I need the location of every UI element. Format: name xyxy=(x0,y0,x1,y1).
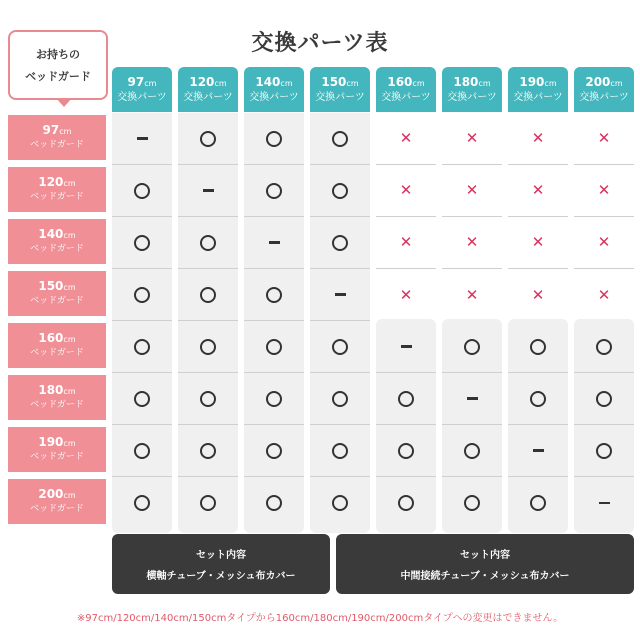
table-cell xyxy=(244,269,304,321)
column-size-unit: cm xyxy=(144,78,157,88)
page-title: 交換パーツ表 xyxy=(251,31,389,56)
table-cell xyxy=(376,477,436,529)
row-size xyxy=(8,227,106,243)
set-contents-box-wide xyxy=(336,534,634,594)
column-kind: 交換パーツ xyxy=(513,91,563,103)
table-cell xyxy=(244,425,304,477)
row-size-value: 120 xyxy=(38,175,64,189)
table-cell xyxy=(376,373,436,425)
table-cell xyxy=(508,217,568,269)
compatible-circle-icon xyxy=(266,183,282,199)
incompatible-cross-icon: ✕ xyxy=(465,181,479,199)
table-cell xyxy=(310,113,370,165)
column-kind: 交換パーツ xyxy=(249,91,299,103)
table-cell xyxy=(178,217,238,269)
row-size-unit: cm xyxy=(63,491,76,500)
owned-label-line1: お持ちの xyxy=(36,48,80,61)
column-header-97 xyxy=(112,67,172,112)
row-size-value: 200 xyxy=(38,487,64,501)
table-cell xyxy=(244,165,304,217)
row-size-unit: cm xyxy=(63,387,76,396)
column-header-160 xyxy=(376,67,436,112)
compatible-circle-icon xyxy=(332,495,348,511)
compatible-circle-icon xyxy=(266,443,282,459)
table-cell xyxy=(112,165,172,217)
compatible-circle-icon xyxy=(134,235,150,251)
column-size xyxy=(574,75,634,91)
incompatible-cross-icon: ✕ xyxy=(597,285,611,304)
compatible-circle-icon xyxy=(332,131,348,147)
table-cell xyxy=(442,269,502,321)
compatible-circle-icon xyxy=(200,391,216,407)
compatible-circle-icon xyxy=(398,391,414,407)
table-cell xyxy=(310,165,370,217)
compatible-circle-icon xyxy=(596,339,612,355)
incompatible-cross-icon: ✕ xyxy=(465,129,479,147)
compatible-circle-icon xyxy=(200,339,216,355)
same-size-dash-icon xyxy=(533,449,544,452)
compatible-circle-icon xyxy=(332,443,348,459)
table-cell xyxy=(508,269,568,321)
column-size-value: 200 xyxy=(585,74,611,89)
column-kind: 交換パーツ xyxy=(315,91,365,103)
compatible-circle-icon xyxy=(200,443,216,459)
table-cell xyxy=(178,113,238,165)
row-size-value: 97 xyxy=(42,123,60,137)
row-size-value: 140 xyxy=(38,227,64,241)
table-cell xyxy=(178,373,238,425)
table-cell xyxy=(442,165,502,217)
compatible-circle-icon xyxy=(530,339,546,355)
footnote: ※97cm/120cm/140cm/150cmタイプから160cm/180cm/190cm/200cmタイプへの変更はできません。 xyxy=(76,613,564,624)
row-kind: ベッドガード xyxy=(30,504,84,514)
column-kind: 交換パーツ xyxy=(381,91,431,103)
incompatible-cross-icon: ✕ xyxy=(597,181,611,199)
set-contents-items: 中間接続チューブ・メッシュ布カバー xyxy=(400,571,570,582)
same-size-dash-icon xyxy=(599,502,610,505)
column-size-unit: cm xyxy=(610,78,623,88)
table-cell xyxy=(442,373,502,425)
row-header-97 xyxy=(8,115,106,160)
table-cell xyxy=(508,113,568,165)
table-cell xyxy=(574,321,634,373)
compatible-circle-icon xyxy=(134,391,150,407)
table-cell xyxy=(244,217,304,269)
table-cell xyxy=(244,373,304,425)
compatible-circle-icon xyxy=(200,287,216,303)
row-size xyxy=(8,175,106,191)
compatible-circle-icon xyxy=(464,443,480,459)
row-size xyxy=(8,123,106,139)
column-kind: 交換パーツ xyxy=(447,91,497,103)
column-size-value: 140 xyxy=(255,74,281,89)
incompatible-cross-icon: ✕ xyxy=(465,233,479,251)
table-cell xyxy=(244,321,304,373)
row-kind: ベッドガード xyxy=(30,400,84,410)
compatible-circle-icon xyxy=(530,495,546,511)
compatible-circle-icon xyxy=(266,131,282,147)
row-size-unit: cm xyxy=(63,439,76,448)
column-size-unit: cm xyxy=(478,78,491,88)
table-cell xyxy=(178,425,238,477)
column-kind: 交換パーツ xyxy=(117,91,167,103)
column-size-value: 120 xyxy=(189,74,215,89)
incompatible-cross-icon: ✕ xyxy=(531,181,545,199)
compatible-circle-icon xyxy=(266,391,282,407)
compatible-circle-icon xyxy=(464,339,480,355)
table-cell xyxy=(574,165,634,217)
row-kind: ベッドガード xyxy=(30,348,84,358)
compatible-circle-icon xyxy=(200,131,216,147)
set-contents-box-standard xyxy=(112,534,330,594)
table-cell xyxy=(508,373,568,425)
table-cell xyxy=(574,425,634,477)
row-size xyxy=(8,435,106,451)
incompatible-cross-icon: ✕ xyxy=(531,285,545,304)
same-size-dash-icon xyxy=(335,293,346,296)
table-cell xyxy=(442,113,502,165)
same-size-dash-icon xyxy=(203,189,214,192)
column-size xyxy=(442,75,502,91)
table-cell xyxy=(112,321,172,373)
column-size-value: 160 xyxy=(387,74,413,89)
incompatible-cross-icon: ✕ xyxy=(399,181,413,199)
column-size-value: 150 xyxy=(321,74,347,89)
owned-label-line2: ベッドガード xyxy=(25,70,91,83)
row-kind: ベッドガード xyxy=(30,140,84,150)
table-cell xyxy=(112,113,172,165)
table-cell xyxy=(310,321,370,373)
compatible-circle-icon xyxy=(596,443,612,459)
column-header-190 xyxy=(508,67,568,112)
compatible-circle-icon xyxy=(266,339,282,355)
column-size-unit: cm xyxy=(280,78,293,88)
table-cell xyxy=(310,217,370,269)
table-cell xyxy=(508,165,568,217)
row-header-200 xyxy=(8,479,106,524)
row-kind: ベッドガード xyxy=(30,296,84,306)
table-cell xyxy=(376,113,436,165)
set-contents-heading: セット内容 xyxy=(196,550,246,561)
table-cell xyxy=(178,269,238,321)
table-cell xyxy=(178,477,238,529)
table-cell xyxy=(574,269,634,321)
incompatible-cross-icon: ✕ xyxy=(597,129,611,147)
compatible-circle-icon xyxy=(332,235,348,251)
compatible-circle-icon xyxy=(530,391,546,407)
compatible-circle-icon xyxy=(134,495,150,511)
table-cell xyxy=(310,425,370,477)
set-contents-items: 横軸チューブ・メッシュ布カバー xyxy=(146,571,296,582)
column-size xyxy=(310,75,370,91)
column-size xyxy=(178,75,238,91)
table-cell xyxy=(376,217,436,269)
row-size-value: 180 xyxy=(38,383,64,397)
same-size-dash-icon xyxy=(269,241,280,244)
table-cell xyxy=(244,477,304,529)
column-size-unit: cm xyxy=(346,78,359,88)
row-size xyxy=(8,331,106,347)
column-header-150 xyxy=(310,67,370,112)
row-size-unit: cm xyxy=(63,335,76,344)
compatible-circle-icon xyxy=(266,287,282,303)
column-kind: 交換パーツ xyxy=(183,91,233,103)
row-size-value: 150 xyxy=(38,279,64,293)
table-cell xyxy=(442,425,502,477)
row-size-value: 160 xyxy=(38,331,64,345)
row-size-unit: cm xyxy=(63,179,76,188)
table-cell xyxy=(376,425,436,477)
compatible-circle-icon xyxy=(332,339,348,355)
column-size-value: 180 xyxy=(453,74,479,89)
row-kind: ベッドガード xyxy=(30,192,84,202)
table-cell xyxy=(574,373,634,425)
incompatible-cross-icon: ✕ xyxy=(465,285,479,304)
compatible-circle-icon xyxy=(200,235,216,251)
column-header-120 xyxy=(178,67,238,112)
row-size-unit: cm xyxy=(59,127,72,136)
row-size xyxy=(8,383,106,399)
column-header-200 xyxy=(574,67,634,112)
column-size-value: 190 xyxy=(519,74,545,89)
table-cell xyxy=(112,425,172,477)
incompatible-cross-icon: ✕ xyxy=(531,233,545,251)
compatible-circle-icon xyxy=(134,339,150,355)
table-cell xyxy=(310,373,370,425)
compatible-circle-icon xyxy=(596,391,612,407)
owned-bedguard-label xyxy=(8,30,108,100)
table-cell xyxy=(574,217,634,269)
column-header-180 xyxy=(442,67,502,112)
column-size xyxy=(376,75,436,91)
compatible-circle-icon xyxy=(332,183,348,199)
incompatible-cross-icon: ✕ xyxy=(399,285,413,304)
compatible-circle-icon xyxy=(266,495,282,511)
table-cell xyxy=(442,477,502,529)
table-cell xyxy=(244,113,304,165)
column-size-value: 97 xyxy=(127,74,145,89)
incompatible-cross-icon: ✕ xyxy=(399,129,413,147)
table-cell xyxy=(178,165,238,217)
compatible-circle-icon xyxy=(398,495,414,511)
row-size xyxy=(8,487,106,503)
compatible-circle-icon xyxy=(134,183,150,199)
table-cell xyxy=(376,269,436,321)
table-cell xyxy=(376,165,436,217)
table-cell xyxy=(574,477,634,529)
table-cell xyxy=(442,217,502,269)
row-size-unit: cm xyxy=(63,231,76,240)
same-size-dash-icon xyxy=(137,137,148,140)
row-kind: ベッドガード xyxy=(30,244,84,254)
row-size-unit: cm xyxy=(63,283,76,292)
compatible-circle-icon xyxy=(398,443,414,459)
column-kind: 交換パーツ xyxy=(579,91,629,103)
row-kind: ベッドガード xyxy=(30,452,84,462)
table-cell xyxy=(574,113,634,165)
table-cell xyxy=(112,477,172,529)
compatible-circle-icon xyxy=(200,495,216,511)
same-size-dash-icon xyxy=(401,345,412,348)
set-contents-heading: セット内容 xyxy=(460,550,510,561)
table-cell xyxy=(508,477,568,529)
column-size xyxy=(508,75,568,91)
row-header-150 xyxy=(8,271,106,316)
row-header-140 xyxy=(8,219,106,264)
row-header-180 xyxy=(8,375,106,420)
column-size xyxy=(244,75,304,91)
table-cell xyxy=(112,269,172,321)
row-header-160 xyxy=(8,323,106,368)
column-size-unit: cm xyxy=(214,78,227,88)
row-header-190 xyxy=(8,427,106,472)
table-cell xyxy=(376,321,436,373)
incompatible-cross-icon: ✕ xyxy=(597,233,611,251)
same-size-dash-icon xyxy=(467,397,478,400)
compatible-circle-icon xyxy=(464,495,480,511)
compatible-circle-icon xyxy=(134,443,150,459)
table-cell xyxy=(112,217,172,269)
table-cell xyxy=(310,269,370,321)
incompatible-cross-icon: ✕ xyxy=(531,129,545,147)
compatible-circle-icon xyxy=(332,391,348,407)
incompatible-cross-icon: ✕ xyxy=(399,233,413,251)
row-size xyxy=(8,279,106,295)
table-cell xyxy=(310,477,370,529)
table-cell xyxy=(442,321,502,373)
table-cell xyxy=(112,373,172,425)
row-header-120 xyxy=(8,167,106,212)
table-cell xyxy=(178,321,238,373)
row-size-value: 190 xyxy=(38,435,64,449)
table-cell xyxy=(508,321,568,373)
column-size-unit: cm xyxy=(412,78,425,88)
column-size xyxy=(112,75,172,91)
column-header-140 xyxy=(244,67,304,112)
compatible-circle-icon xyxy=(134,287,150,303)
column-size-unit: cm xyxy=(544,78,557,88)
table-cell xyxy=(508,425,568,477)
